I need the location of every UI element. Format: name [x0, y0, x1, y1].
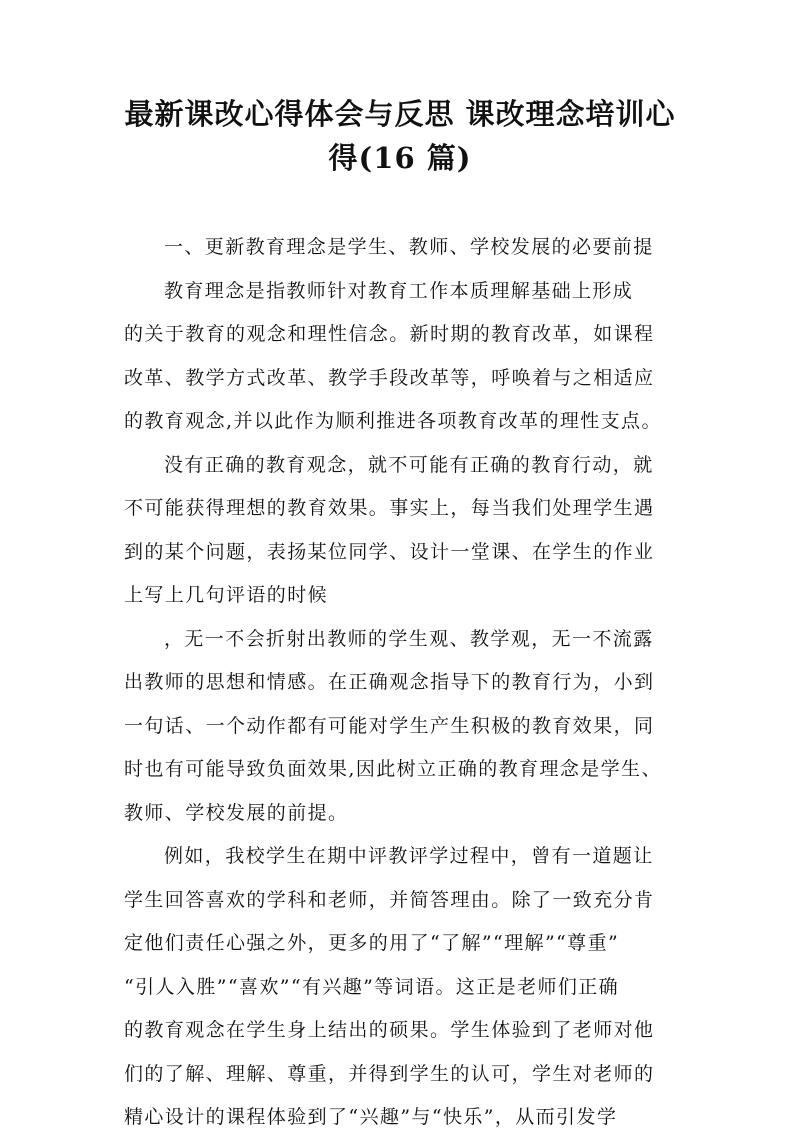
- body-text-line: 没有正确的教育观念，就不可能有正确的教育行动，就: [164, 453, 654, 476]
- body-text-line: 到的某个问题，表扬某位同学、设计一堂课、在学生的作业: [124, 540, 655, 563]
- title-line: 最新课改心得体会与反思 课改理念培训心: [124, 97, 676, 131]
- body-text-line: 出教师的思想和情感。在正确观念指导下的教育行为，小到: [124, 671, 655, 693]
- body-text-line: 教育理念是指教师针对教育工作本质理解基础上形成: [164, 279, 634, 302]
- body-text-line: ，无一不会折射出教师的学生观、教学观，无一不流露: [164, 627, 654, 650]
- body-text-line: 教师、学校发展的前提。: [124, 801, 349, 824]
- body-text-line: “引人入胜”“喜欢”“有兴趣”等词语。这正是老师们正确: [124, 975, 620, 998]
- body-text-line: 改革、教学方式改革、教学手段改革等，呼唤着与之相适应: [124, 366, 655, 389]
- page-title: [100, 92, 700, 180]
- body-text-line: 的教育观念在学生身上结出的硕果。学生体验到了老师对他: [124, 1019, 655, 1041]
- body-text-line: 的教育观念,并以此作为顺利推进各项教育改革的理性支点。: [124, 410, 662, 432]
- body-text-line: 不可能获得理想的教育效果。事实上，每当我们处理学生遇: [124, 497, 655, 519]
- body-text-line: 们的了解、理解、尊重，并得到学生的认可，学生对老师的: [124, 1062, 655, 1085]
- body-text-line: 例如，我校学生在期中评教评学过程中，曾有一道题让: [164, 845, 654, 867]
- document-body: [124, 226, 684, 1140]
- body-text-line: 一、更新教育理念是学生、教师、学校发展的必要前提: [164, 236, 654, 258]
- body-text-line: 定他们责任心强之外，更多的用了“了解”“理解”“尊重”: [124, 932, 620, 954]
- body-text-line: 精心设计的课程体验到了“兴趣”与“快乐”，从而引发学: [124, 1106, 618, 1128]
- body-text-line: 上写上几句评语的时候: [124, 584, 329, 606]
- body-text-line: 一句话、一个动作都有可能对学生产生积极的教育效果，同: [124, 714, 655, 737]
- body-text-line: 学生回答喜欢的学科和老师，并简答理由。除了一致充分肯: [124, 888, 655, 911]
- title-line: 得(16 篇): [328, 141, 472, 175]
- body-text-line: 时也有可能导致负面效果,因此树立正确的教育理念是学生、: [124, 758, 662, 780]
- body-text-line: 的关于教育的观念和理性信念。新时期的教育改革，如课程: [124, 323, 655, 345]
